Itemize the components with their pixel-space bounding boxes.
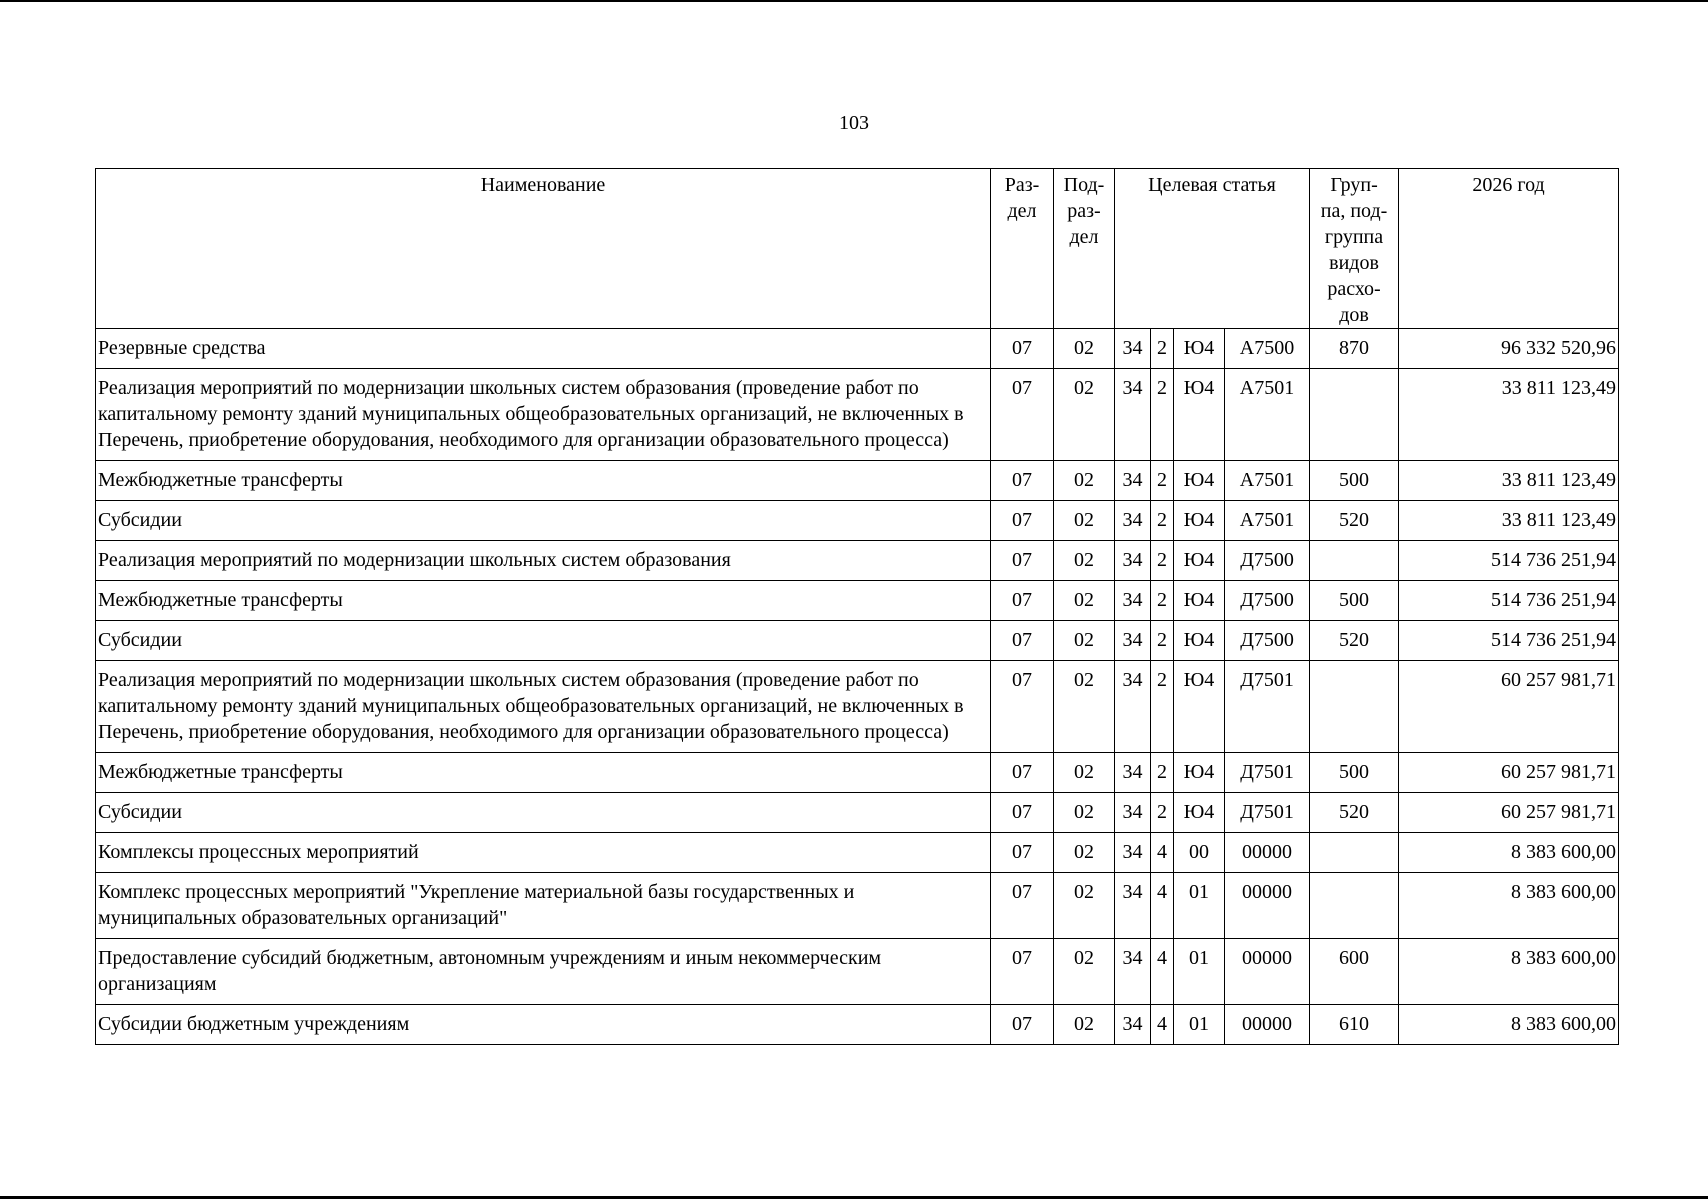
cell-target-project: Ю4 xyxy=(1174,661,1225,753)
cell-target-type: 4 xyxy=(1151,833,1174,873)
cell-target-type: 2 xyxy=(1151,661,1174,753)
cell-target-program: 34 xyxy=(1115,793,1151,833)
cell-expense-group: 870 xyxy=(1310,329,1399,369)
cell-target-direction: 00000 xyxy=(1225,939,1310,1005)
cell-subsection: 02 xyxy=(1054,581,1115,621)
table-row xyxy=(96,833,1619,873)
cell-name: Субсидии бюджетным учреждениям xyxy=(96,1005,991,1045)
cell-target-direction: Д7501 xyxy=(1225,753,1310,793)
cell-target-direction: Д7500 xyxy=(1225,541,1310,581)
cell-target-direction: А7501 xyxy=(1225,461,1310,501)
table-body xyxy=(96,329,1619,1045)
cell-target-type: 2 xyxy=(1151,541,1174,581)
header-year: 2026 год xyxy=(1399,169,1619,329)
cell-subsection: 02 xyxy=(1054,833,1115,873)
cell-section: 07 xyxy=(991,939,1054,1005)
scan-edge-bottom xyxy=(0,1196,1708,1199)
table-row xyxy=(96,939,1619,1005)
cell-target-type: 2 xyxy=(1151,753,1174,793)
page-number: 103 xyxy=(839,112,869,134)
cell-target-program: 34 xyxy=(1115,461,1151,501)
cell-amount: 8 383 600,00 xyxy=(1399,873,1619,939)
cell-target-type: 2 xyxy=(1151,793,1174,833)
budget-table xyxy=(95,168,1619,1045)
cell-amount: 514 736 251,94 xyxy=(1399,581,1619,621)
cell-target-direction: Д7500 xyxy=(1225,621,1310,661)
cell-name: Межбюджетные трансферты xyxy=(96,753,991,793)
cell-expense-group: 520 xyxy=(1310,793,1399,833)
cell-target-project: Ю4 xyxy=(1174,461,1225,501)
cell-name: Предоставление субсидий бюджетным, автономным учреждениям и иным некоммерческим организациям xyxy=(96,939,991,1005)
cell-target-direction: Д7501 xyxy=(1225,793,1310,833)
cell-subsection: 02 xyxy=(1054,461,1115,501)
header-section-label: Раз- дел xyxy=(1004,174,1040,222)
header-section xyxy=(991,169,1054,329)
cell-section: 07 xyxy=(991,621,1054,661)
cell-subsection: 02 xyxy=(1054,541,1115,581)
cell-target-program: 34 xyxy=(1115,329,1151,369)
cell-amount: 60 257 981,71 xyxy=(1399,793,1619,833)
table-row xyxy=(96,793,1619,833)
cell-target-project: 00 xyxy=(1174,833,1225,873)
cell-subsection: 02 xyxy=(1054,369,1115,461)
table-row xyxy=(96,661,1619,753)
cell-target-direction: 00000 xyxy=(1225,873,1310,939)
cell-target-type: 2 xyxy=(1151,581,1174,621)
cell-target-program: 34 xyxy=(1115,833,1151,873)
cell-amount: 514 736 251,94 xyxy=(1399,621,1619,661)
cell-target-direction: А7501 xyxy=(1225,369,1310,461)
table-row xyxy=(96,329,1619,369)
cell-expense-group xyxy=(1310,833,1399,873)
table-row xyxy=(96,621,1619,661)
cell-name: Реализация мероприятий по модернизации школьных систем образования xyxy=(96,541,991,581)
cell-name: Комплексы процессных мероприятий xyxy=(96,833,991,873)
cell-expense-group xyxy=(1310,369,1399,461)
cell-name: Субсидии xyxy=(96,501,991,541)
cell-subsection: 02 xyxy=(1054,873,1115,939)
cell-name: Реализация мероприятий по модернизации школьных систем образования (проведение работ по капитальному ремонту зданий муниципальных общеобразовательных организаций, не включенных в Перечень, приобретение оборудования, необходимого для организации образовательного процесса) xyxy=(96,661,991,753)
header-expense-group xyxy=(1310,169,1399,329)
cell-target-program: 34 xyxy=(1115,939,1151,1005)
cell-section: 07 xyxy=(991,369,1054,461)
cell-target-program: 34 xyxy=(1115,1005,1151,1045)
cell-expense-group xyxy=(1310,873,1399,939)
cell-target-program: 34 xyxy=(1115,581,1151,621)
cell-subsection: 02 xyxy=(1054,793,1115,833)
table-row xyxy=(96,369,1619,461)
cell-subsection: 02 xyxy=(1054,501,1115,541)
cell-amount: 96 332 520,96 xyxy=(1399,329,1619,369)
cell-target-program: 34 xyxy=(1115,541,1151,581)
cell-section: 07 xyxy=(991,329,1054,369)
cell-target-program: 34 xyxy=(1115,661,1151,753)
cell-target-direction: 00000 xyxy=(1225,833,1310,873)
cell-name: Резервные средства xyxy=(96,329,991,369)
cell-target-type: 4 xyxy=(1151,873,1174,939)
cell-expense-group: 500 xyxy=(1310,581,1399,621)
cell-section: 07 xyxy=(991,541,1054,581)
cell-expense-group: 500 xyxy=(1310,461,1399,501)
cell-target-project: Ю4 xyxy=(1174,369,1225,461)
cell-name: Комплекс процессных мероприятий "Укрепление материальной базы государственных и муниципальных образовательных организаций" xyxy=(96,873,991,939)
cell-expense-group: 500 xyxy=(1310,753,1399,793)
table-row xyxy=(96,1005,1619,1045)
cell-subsection: 02 xyxy=(1054,329,1115,369)
cell-target-program: 34 xyxy=(1115,873,1151,939)
cell-target-project: Ю4 xyxy=(1174,621,1225,661)
cell-amount: 33 811 123,49 xyxy=(1399,461,1619,501)
table-row xyxy=(96,461,1619,501)
cell-target-project: Ю4 xyxy=(1174,753,1225,793)
cell-target-direction: 00000 xyxy=(1225,1005,1310,1045)
cell-section: 07 xyxy=(991,1005,1054,1045)
cell-target-type: 2 xyxy=(1151,369,1174,461)
table-header-row xyxy=(96,169,1619,329)
cell-target-type: 2 xyxy=(1151,329,1174,369)
cell-amount: 60 257 981,71 xyxy=(1399,753,1619,793)
cell-target-project: Ю4 xyxy=(1174,581,1225,621)
cell-amount: 33 811 123,49 xyxy=(1399,501,1619,541)
cell-name: Межбюджетные трансферты xyxy=(96,581,991,621)
header-subsection xyxy=(1054,169,1115,329)
cell-target-type: 2 xyxy=(1151,621,1174,661)
header-name: Наименование xyxy=(96,169,991,329)
cell-section: 07 xyxy=(991,501,1054,541)
cell-target-program: 34 xyxy=(1115,753,1151,793)
cell-subsection: 02 xyxy=(1054,661,1115,753)
cell-section: 07 xyxy=(991,461,1054,501)
table-row xyxy=(96,581,1619,621)
cell-subsection: 02 xyxy=(1054,753,1115,793)
scan-edge-top xyxy=(0,0,1708,2)
cell-target-program: 34 xyxy=(1115,501,1151,541)
cell-target-program: 34 xyxy=(1115,369,1151,461)
cell-expense-group: 610 xyxy=(1310,1005,1399,1045)
cell-section: 07 xyxy=(991,833,1054,873)
cell-target-project: Ю4 xyxy=(1174,501,1225,541)
cell-amount: 60 257 981,71 xyxy=(1399,661,1619,753)
cell-name: Реализация мероприятий по модернизации школьных систем образования (проведение работ по капитальному ремонту зданий муниципальных общеобразовательных организаций, не включенных в Перечень, приобретение оборудования, необходимого для организации образовательного процесса) xyxy=(96,369,991,461)
cell-section: 07 xyxy=(991,753,1054,793)
header-target-article: Целевая статья xyxy=(1115,169,1310,329)
cell-expense-group xyxy=(1310,541,1399,581)
cell-expense-group xyxy=(1310,661,1399,753)
table-row xyxy=(96,541,1619,581)
table-row xyxy=(96,753,1619,793)
cell-target-direction: А7500 xyxy=(1225,329,1310,369)
cell-name: Субсидии xyxy=(96,793,991,833)
cell-target-project: 01 xyxy=(1174,1005,1225,1045)
cell-section: 07 xyxy=(991,581,1054,621)
cell-target-project: 01 xyxy=(1174,873,1225,939)
cell-expense-group: 520 xyxy=(1310,501,1399,541)
cell-section: 07 xyxy=(991,873,1054,939)
table-row xyxy=(96,501,1619,541)
cell-subsection: 02 xyxy=(1054,1005,1115,1045)
cell-subsection: 02 xyxy=(1054,621,1115,661)
header-expense-group-label: Груп- па, под- группа видов расхо- дов xyxy=(1320,174,1388,326)
cell-target-type: 4 xyxy=(1151,1005,1174,1045)
table-row xyxy=(96,873,1619,939)
cell-target-program: 34 xyxy=(1115,621,1151,661)
cell-section: 07 xyxy=(991,661,1054,753)
cell-section: 07 xyxy=(991,793,1054,833)
cell-target-project: Ю4 xyxy=(1174,793,1225,833)
cell-name: Субсидии xyxy=(96,621,991,661)
header-subsection-label: Под- раз- дел xyxy=(1063,174,1105,248)
cell-target-type: 2 xyxy=(1151,501,1174,541)
cell-amount: 8 383 600,00 xyxy=(1399,1005,1619,1045)
cell-amount: 33 811 123,49 xyxy=(1399,369,1619,461)
cell-amount: 514 736 251,94 xyxy=(1399,541,1619,581)
cell-name: Межбюджетные трансферты xyxy=(96,461,991,501)
cell-subsection: 02 xyxy=(1054,939,1115,1005)
cell-expense-group: 600 xyxy=(1310,939,1399,1005)
cell-target-direction: А7501 xyxy=(1225,501,1310,541)
cell-amount: 8 383 600,00 xyxy=(1399,939,1619,1005)
cell-target-type: 4 xyxy=(1151,939,1174,1005)
cell-expense-group: 520 xyxy=(1310,621,1399,661)
cell-target-direction: Д7501 xyxy=(1225,661,1310,753)
cell-target-direction: Д7500 xyxy=(1225,581,1310,621)
cell-target-type: 2 xyxy=(1151,461,1174,501)
cell-target-project: Ю4 xyxy=(1174,329,1225,369)
cell-amount: 8 383 600,00 xyxy=(1399,833,1619,873)
cell-target-project: Ю4 xyxy=(1174,541,1225,581)
cell-target-project: 01 xyxy=(1174,939,1225,1005)
